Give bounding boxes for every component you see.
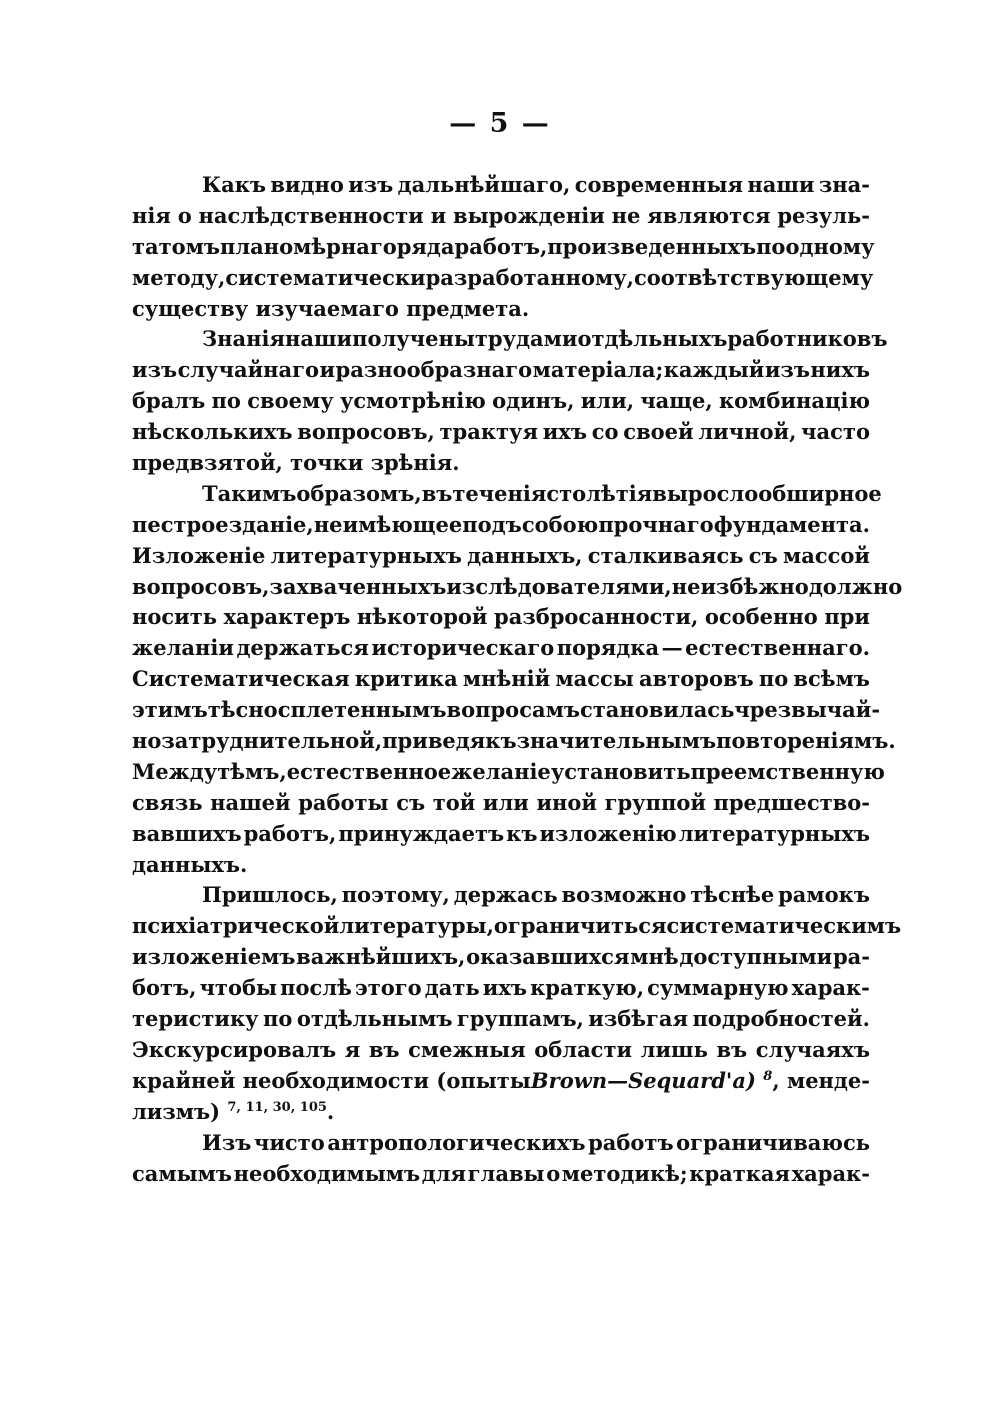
word: связь [132, 789, 203, 815]
word: возможно [561, 882, 687, 908]
author-name-text: Brown—Sequard'a) [530, 1067, 756, 1093]
word: литературныхъ [678, 820, 870, 846]
text-line [132, 1004, 870, 1035]
word: Между [132, 758, 218, 784]
word: послѣ [280, 975, 352, 1001]
word: естественнаго. [685, 635, 870, 661]
text-line [132, 726, 896, 757]
word: являются [647, 202, 771, 228]
word: Экскурсировалъ [132, 1036, 337, 1062]
word: мнѣній [462, 666, 551, 692]
word: подъ [462, 511, 522, 537]
word: этимъ [132, 697, 208, 723]
word: выросло [652, 480, 759, 506]
word: изложенію [539, 820, 677, 846]
word: нѣкоторой [356, 604, 488, 630]
line-end-word [132, 1097, 334, 1128]
word: необходимымъ [233, 1160, 421, 1186]
word: систематически [225, 264, 426, 290]
word: по [758, 666, 789, 692]
word: своей [623, 419, 694, 445]
word: ограничиваюсь [676, 1129, 870, 1155]
word: по [756, 233, 786, 259]
text-line [132, 386, 870, 417]
word: но [132, 728, 162, 754]
paragraph-3 [132, 479, 903, 881]
word: желаніе [451, 758, 551, 784]
period: . [326, 1098, 335, 1124]
text-line [132, 201, 870, 232]
word: Такимъ [202, 480, 297, 506]
word: работъ, [454, 233, 548, 259]
word: держаться [236, 635, 369, 661]
word: данныхъ, [467, 542, 583, 568]
word: въ [421, 480, 453, 506]
word: ботъ, [132, 975, 197, 1001]
word: группамъ, [456, 1006, 584, 1032]
word: литературы, [339, 913, 494, 939]
word: массы [555, 666, 634, 692]
word: повтореніямъ. [716, 728, 896, 754]
word: и [430, 202, 447, 228]
word: для [421, 1160, 467, 1186]
word: имѣющее [342, 511, 463, 537]
word: чисто [253, 1129, 325, 1155]
word: произведенныхъ [547, 233, 757, 259]
word: психіатрической [132, 913, 340, 939]
text-line [132, 911, 902, 942]
word: захваченныхъ [269, 573, 447, 599]
word: затруднительной, [161, 728, 383, 754]
text-line [132, 695, 881, 726]
word: авторовъ [639, 666, 754, 692]
word: изъ [132, 357, 178, 383]
word: носить [132, 604, 218, 630]
word: желаніи [132, 635, 234, 661]
author-name [531, 1066, 772, 1097]
word: планомѣрнаго [220, 233, 397, 259]
word: Систематическая [132, 666, 350, 692]
citation-line [132, 1066, 870, 1097]
word: по [211, 388, 241, 414]
footnote-refs: 7, 11, 30, 105 [227, 1099, 327, 1115]
text-line [132, 633, 870, 664]
word: методикѣ; [561, 1160, 688, 1186]
word: трудами [474, 326, 578, 352]
word: изслѣдователями, [446, 573, 672, 599]
word: доступными [679, 944, 833, 970]
word: матеріала; [532, 357, 664, 383]
word: случаяхъ [755, 1036, 870, 1062]
word: трактуя [439, 419, 538, 445]
text-line: существу изучаемаго предмета. [132, 295, 530, 321]
word: Пришлось, [202, 882, 338, 908]
word: наслѣдственности [198, 202, 424, 228]
word: главы [467, 1160, 545, 1186]
word: не [611, 202, 641, 228]
word: съ [396, 789, 426, 815]
word: харак- [791, 975, 870, 1001]
word: краткая [689, 1160, 791, 1186]
word: не [313, 511, 343, 537]
word: значительнымъ [516, 728, 717, 754]
word: ихъ [542, 419, 587, 445]
word: установить [550, 758, 691, 784]
word: часто [801, 419, 870, 445]
word: вопросовъ, [297, 419, 435, 445]
word: наши [285, 326, 353, 352]
word: соотвѣтствующему [633, 264, 874, 290]
word: работъ, [243, 820, 337, 846]
word: вопросамъ [446, 697, 580, 723]
word: естественное [286, 758, 452, 784]
text-line: данныхъ. [132, 851, 248, 877]
word: изъ [348, 172, 394, 197]
word: литературныхъ [270, 542, 462, 568]
word: работы [298, 789, 389, 815]
text-line [132, 263, 874, 294]
word: изложеніемъ [132, 944, 296, 970]
word: должно [808, 573, 903, 599]
word: чрезвычай- [734, 697, 881, 723]
word: тѣсно [207, 697, 278, 723]
text-line [132, 324, 888, 355]
text-line [132, 355, 870, 386]
word: о [546, 1160, 561, 1186]
word: методу, [132, 264, 226, 290]
paragraph-1 [132, 170, 875, 324]
word: комбинацію [718, 388, 870, 414]
word: со [591, 419, 619, 445]
footnote-ref: 8 [763, 1068, 773, 1084]
word: поэтому, [341, 882, 450, 908]
word: иной [536, 789, 597, 815]
word: разнообразнаго [335, 357, 533, 383]
word: нашей [210, 789, 291, 815]
word: сталкиваясь [587, 542, 744, 568]
word: ихъ [482, 975, 527, 1001]
citation-post: , менде- [772, 1067, 870, 1093]
text-line [132, 942, 870, 973]
text-line: предвзятой, точки зрѣнія. [132, 450, 460, 476]
word: работниковъ [727, 326, 888, 352]
word: дальнѣйшаго, [397, 172, 571, 197]
text-line [132, 572, 903, 603]
word: чаще, [640, 388, 713, 414]
text-line [132, 819, 870, 850]
word: о [177, 202, 192, 228]
word: самымъ [132, 1160, 233, 1186]
word: бралъ [132, 388, 206, 414]
last-word: лизмъ) [132, 1098, 221, 1124]
word: области [534, 1036, 633, 1062]
text-line [132, 1159, 870, 1190]
word: характеръ [223, 604, 351, 630]
citation-pre: крайней необходимости (опыты [132, 1067, 531, 1093]
word: приведя [382, 728, 486, 754]
word: разбросанности, [494, 604, 699, 630]
word: тѣснѣе [690, 882, 775, 908]
word: Изложеніе [132, 542, 266, 568]
word: предшество- [713, 789, 870, 815]
word: татомъ [132, 233, 220, 259]
word: ра- [832, 944, 870, 970]
word: важнѣйшихъ, [296, 944, 466, 970]
word: въ [716, 1036, 748, 1062]
text-line [132, 602, 870, 633]
word: массой [782, 542, 870, 568]
word: — [661, 635, 683, 661]
text-line [132, 541, 870, 572]
word: Знанія [202, 326, 285, 352]
word: резуль- [777, 202, 870, 228]
word: той [432, 789, 476, 815]
word: въ [368, 1036, 400, 1062]
word: прочнаго [598, 511, 714, 537]
paragraph-2 [132, 324, 888, 478]
word: наши [747, 172, 815, 197]
word: принуждаетъ [338, 820, 505, 846]
text-line [132, 417, 870, 448]
word: по [263, 1006, 293, 1032]
word: оказавшихся [466, 944, 630, 970]
word: антропологическихъ [327, 1129, 586, 1155]
word: случайнаго [177, 357, 320, 383]
word: этого [354, 975, 422, 1001]
word: дать [424, 975, 480, 1001]
word: подробностей. [692, 1006, 870, 1032]
word: преемственную [690, 758, 885, 784]
word: усмотрѣнію [339, 388, 486, 414]
word: и [319, 357, 336, 383]
word: ряда [396, 233, 455, 259]
word: сплетеннымъ [277, 697, 447, 723]
word: ограничиться [493, 913, 667, 939]
word: съ [748, 542, 778, 568]
word: современныя [574, 172, 744, 197]
text-line [132, 1128, 870, 1159]
word: работъ [588, 1129, 674, 1155]
word: избѣгая [588, 1006, 689, 1032]
text-line [132, 170, 870, 201]
word: порядка [556, 635, 660, 661]
word: держась [453, 882, 558, 908]
text-line [132, 880, 870, 911]
word: Изъ [202, 1129, 252, 1155]
word: къ [506, 820, 538, 846]
word: я [344, 1036, 361, 1062]
word: чтобы [199, 975, 278, 1001]
word: критика [354, 666, 458, 692]
word: фундамента. [713, 511, 870, 537]
word: или, [580, 388, 635, 414]
text-line [132, 664, 870, 695]
word: систематическимъ [666, 913, 902, 939]
body-text [132, 170, 903, 1189]
word: всѣмъ [793, 666, 870, 692]
word: или [482, 789, 529, 815]
word: образомъ, [296, 480, 422, 506]
word: изъ [764, 357, 810, 383]
word: тѣмъ, [217, 758, 287, 784]
word: отдѣльныхъ [577, 326, 728, 352]
word: нія [132, 202, 171, 228]
word: суммарную [647, 975, 789, 1001]
text-line [132, 510, 870, 541]
text-line [132, 232, 875, 263]
word: мнѣ [630, 944, 679, 970]
word: собою [521, 511, 599, 537]
word: личной, [698, 419, 797, 445]
word: одинъ, [492, 388, 575, 414]
word: вопросовъ, [132, 573, 270, 599]
word: видно [270, 172, 344, 197]
text-line [132, 788, 870, 819]
word: лишь [640, 1036, 708, 1062]
word: пестрое [132, 511, 229, 537]
text-line [132, 973, 870, 1004]
word: вавшихъ [132, 820, 242, 846]
word: историческаго [371, 635, 555, 661]
word: краткую, [530, 975, 645, 1001]
word: отдѣльнымъ [296, 1006, 453, 1032]
page-number: — 5 — [449, 108, 551, 139]
word: теченія [452, 480, 547, 506]
word: при [824, 604, 870, 630]
word: къ [485, 728, 517, 754]
word: разработанному, [425, 264, 634, 290]
word: вырожденіи [453, 202, 605, 228]
paragraph-4 [132, 880, 902, 1127]
word: зданіе, [228, 511, 314, 537]
text-line [132, 479, 882, 510]
word: Какъ [202, 172, 266, 197]
paragraph-5 [132, 1128, 870, 1190]
word: неизбѣжно [671, 573, 809, 599]
word: рамокъ [778, 882, 870, 908]
word: смежныя [408, 1036, 526, 1062]
word: теристику [132, 1006, 259, 1032]
word: каждый [663, 357, 765, 383]
word: нихъ [810, 357, 870, 383]
word: одному [785, 233, 875, 259]
word: нѣсколькихъ [132, 419, 293, 445]
word: зна- [818, 172, 870, 197]
word: группой [604, 789, 706, 815]
text-line [132, 1035, 870, 1066]
word: становилась [579, 697, 735, 723]
text-line [132, 1097, 870, 1128]
word: харак- [791, 1160, 870, 1186]
text-line [132, 757, 885, 788]
word: получены [352, 326, 475, 352]
word: обширное [758, 480, 882, 506]
word: столѣтія [546, 480, 653, 506]
word: особенно [704, 604, 818, 630]
word: своему [247, 388, 334, 414]
